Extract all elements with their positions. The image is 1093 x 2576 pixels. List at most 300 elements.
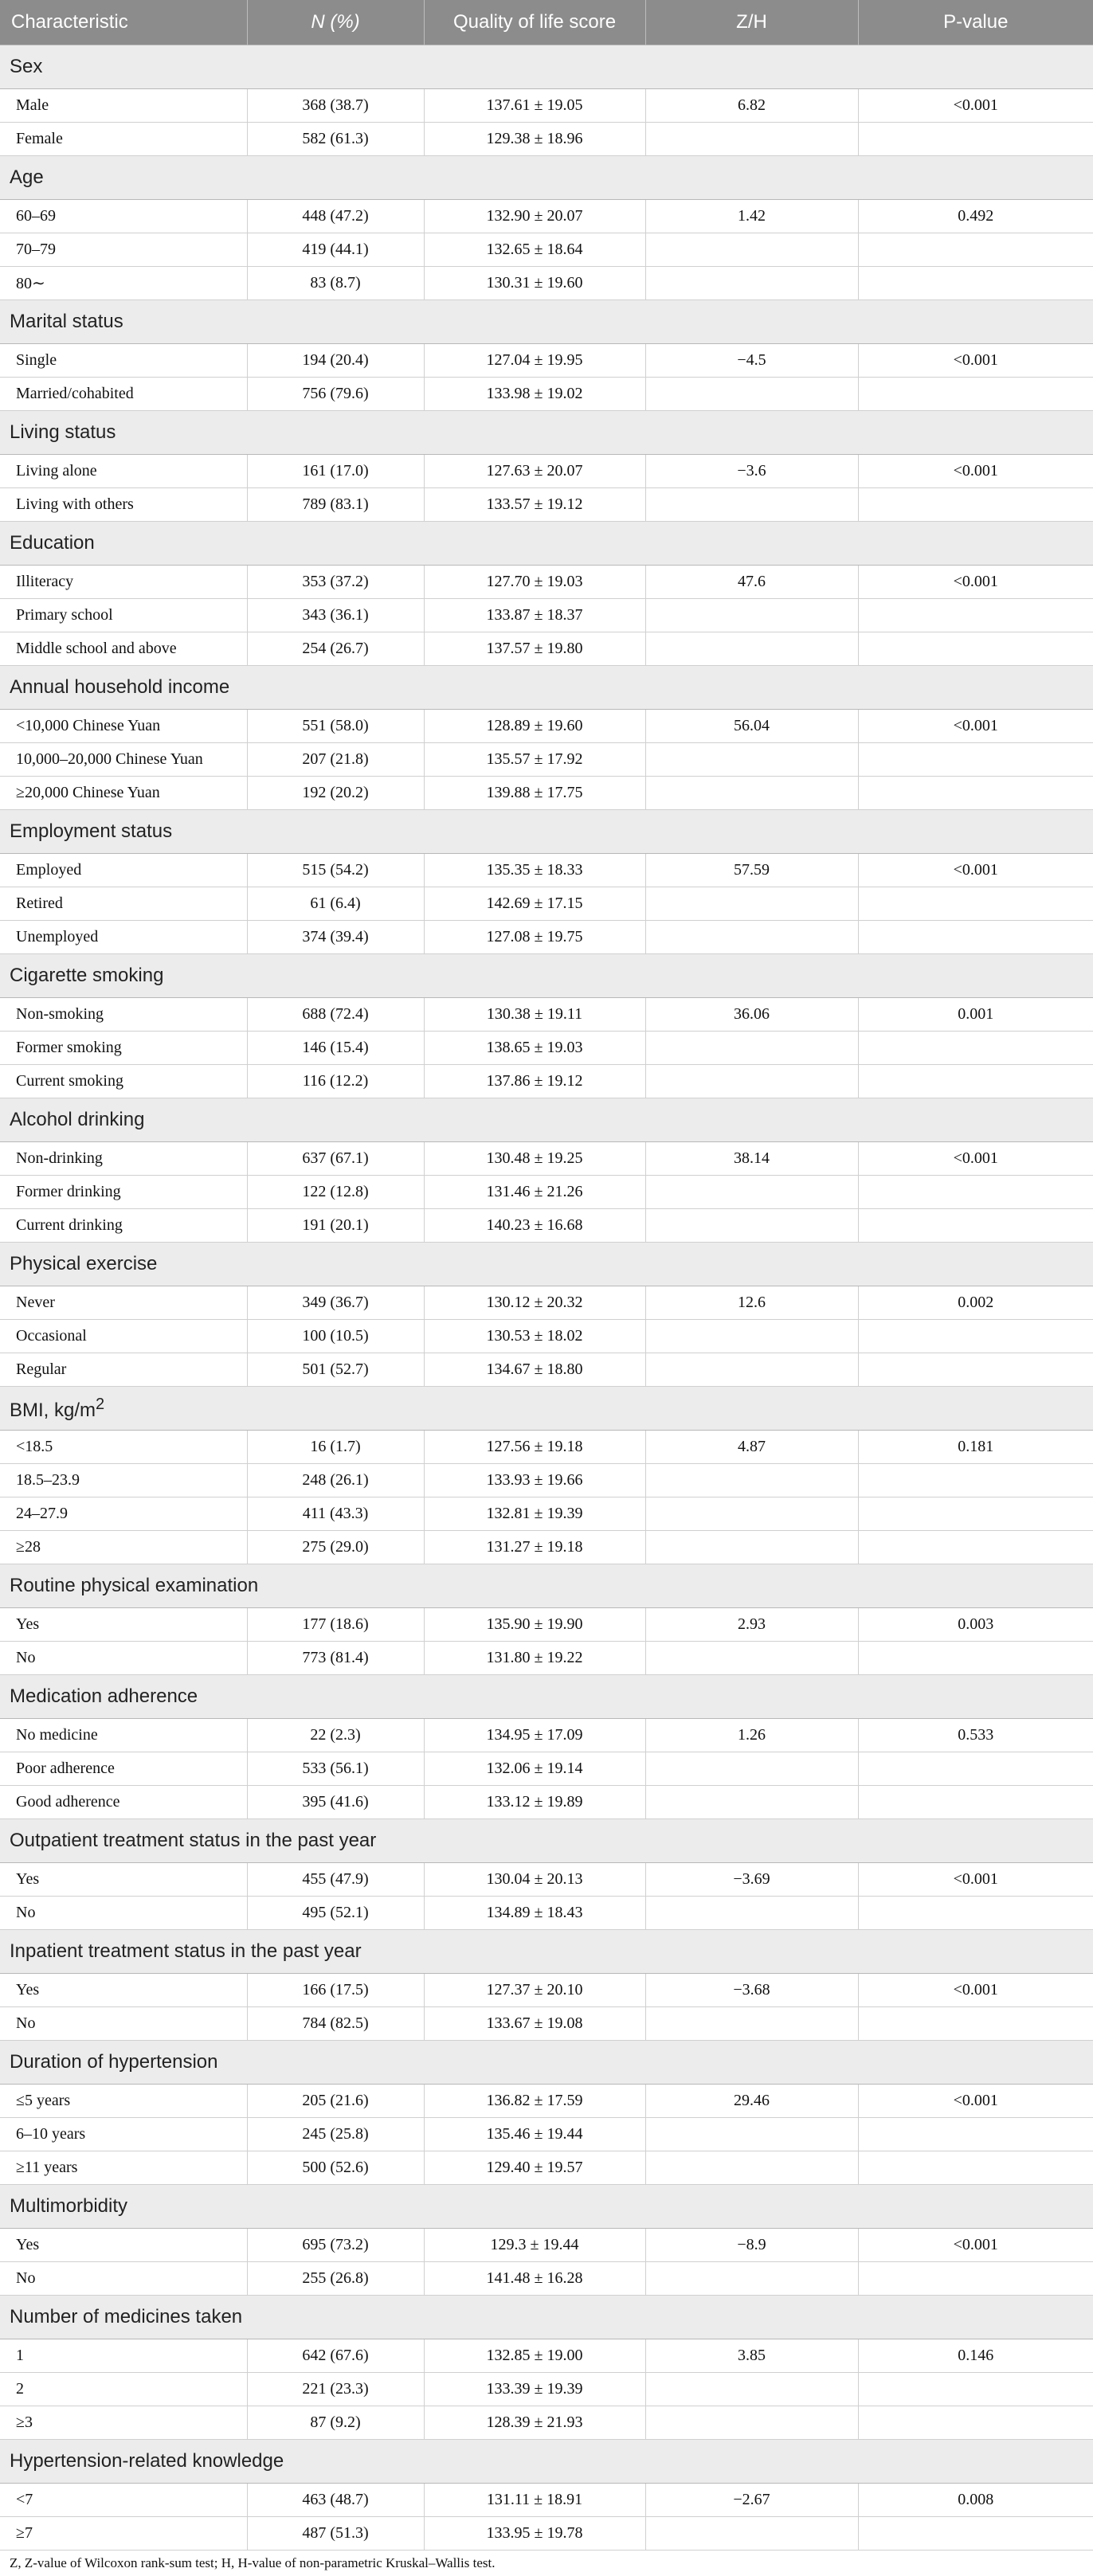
cell-z-h xyxy=(645,2517,858,2551)
cell-qol-score: 135.57 ± 17.92 xyxy=(424,743,645,777)
group-title xyxy=(0,2440,1093,2484)
cell-n-percent: 275 (29.0) xyxy=(247,1531,424,1564)
cell-label: Poor adherence xyxy=(0,1752,247,1786)
cell-z-h xyxy=(645,1065,858,1098)
cell-n-percent: 582 (61.3) xyxy=(247,123,424,156)
table-row xyxy=(0,921,1093,954)
cell-label: ≥28 xyxy=(0,1531,247,1564)
cell-label: Non-drinking xyxy=(0,1142,247,1176)
cell-n-percent: 349 (36.7) xyxy=(247,1286,424,1320)
cell-n-percent: 248 (26.1) xyxy=(247,1464,424,1497)
cell-z-h xyxy=(645,2373,858,2406)
cell-p-value xyxy=(858,1176,1093,1209)
cell-p-value xyxy=(858,2007,1093,2041)
group-title xyxy=(0,1564,1093,1608)
cell-label: Living alone xyxy=(0,455,247,488)
cell-p-value: <0.001 xyxy=(858,1863,1093,1897)
cell-z-h xyxy=(645,632,858,666)
group-row xyxy=(0,2041,1093,2085)
cell-p-value: <0.001 xyxy=(858,455,1093,488)
cell-label: Employed xyxy=(0,854,247,887)
cell-label: Male xyxy=(0,89,247,123)
cell-n-percent: 116 (12.2) xyxy=(247,1065,424,1098)
table-row xyxy=(0,123,1093,156)
table-row xyxy=(0,2406,1093,2440)
cell-p-value: 0.001 xyxy=(858,998,1093,1032)
table-row xyxy=(0,777,1093,810)
cell-qol-score: 130.31 ± 19.60 xyxy=(424,267,645,300)
cell-z-h: 6.82 xyxy=(645,89,858,123)
cell-n-percent: 395 (41.6) xyxy=(247,1786,424,1819)
cell-p-value: <0.001 xyxy=(858,1142,1093,1176)
group-name: Medication adherence xyxy=(10,1685,198,1707)
table-row xyxy=(0,998,1093,1032)
group-name: Multimorbidity xyxy=(10,2195,128,2217)
cell-qol-score: 128.89 ± 19.60 xyxy=(424,710,645,743)
cell-z-h: 57.59 xyxy=(645,854,858,887)
cell-n-percent: 419 (44.1) xyxy=(247,233,424,267)
group-name: Annual household income xyxy=(10,676,230,698)
table-row xyxy=(0,2373,1093,2406)
group-name: Cigarette smoking xyxy=(10,965,164,986)
cell-z-h xyxy=(645,267,858,300)
table-row xyxy=(0,2118,1093,2151)
group-name: Hypertension-related knowledge xyxy=(10,2450,284,2472)
table-row xyxy=(0,1176,1093,1209)
cell-p-value xyxy=(858,267,1093,300)
group-row xyxy=(0,45,1093,89)
cell-z-h: −8.9 xyxy=(645,2229,858,2262)
cell-qol-score: 127.70 ± 19.03 xyxy=(424,566,645,599)
cell-qol-score: 139.88 ± 17.75 xyxy=(424,777,645,810)
cell-qol-score: 138.65 ± 19.03 xyxy=(424,1032,645,1065)
cell-n-percent: 756 (79.6) xyxy=(247,378,424,411)
cell-n-percent: 83 (8.7) xyxy=(247,267,424,300)
group-row xyxy=(0,2185,1093,2229)
cell-label: 24–27.9 xyxy=(0,1497,247,1531)
cell-qol-score: 134.67 ± 18.80 xyxy=(424,1353,645,1387)
cell-qol-score: 133.87 ± 18.37 xyxy=(424,599,645,632)
cell-z-h xyxy=(645,488,858,522)
cell-n-percent: 191 (20.1) xyxy=(247,1209,424,1243)
cell-label: Former drinking xyxy=(0,1176,247,1209)
table-row xyxy=(0,854,1093,887)
cell-qol-score: 133.93 ± 19.66 xyxy=(424,1464,645,1497)
cell-p-value xyxy=(858,378,1093,411)
cell-n-percent: 374 (39.4) xyxy=(247,921,424,954)
group-title xyxy=(0,156,1093,200)
cell-z-h: −3.68 xyxy=(645,1974,858,2007)
group-title xyxy=(0,1098,1093,1142)
group-name: Marital status xyxy=(10,311,123,332)
table-row xyxy=(0,1897,1093,1930)
cell-label: Yes xyxy=(0,1863,247,1897)
cell-qol-score: 133.39 ± 19.39 xyxy=(424,2373,645,2406)
cell-z-h xyxy=(645,233,858,267)
cell-z-h: −3.6 xyxy=(645,455,858,488)
table-row xyxy=(0,378,1093,411)
cell-p-value: <0.001 xyxy=(858,710,1093,743)
cell-n-percent: 100 (10.5) xyxy=(247,1320,424,1353)
cell-label: ≤5 years xyxy=(0,2085,247,2118)
cell-label: Yes xyxy=(0,1974,247,2007)
cell-n-percent: 194 (20.4) xyxy=(247,344,424,378)
cell-label: 1 xyxy=(0,2339,247,2373)
table-row xyxy=(0,1286,1093,1320)
cell-n-percent: 245 (25.8) xyxy=(247,2118,424,2151)
table-row xyxy=(0,267,1093,300)
table-row xyxy=(0,1608,1093,1642)
cell-p-value xyxy=(858,743,1093,777)
group-row xyxy=(0,1387,1093,1431)
cell-qol-score: 132.85 ± 19.00 xyxy=(424,2339,645,2373)
table-row xyxy=(0,1032,1093,1065)
table-row xyxy=(0,1065,1093,1098)
cell-n-percent: 642 (67.6) xyxy=(247,2339,424,2373)
group-name: Education xyxy=(10,532,95,554)
header-characteristic: Characteristic xyxy=(0,0,247,45)
cell-p-value: 0.008 xyxy=(858,2484,1093,2517)
cell-n-percent: 551 (58.0) xyxy=(247,710,424,743)
header-row xyxy=(0,0,1093,45)
cell-p-value: <0.001 xyxy=(858,344,1093,378)
cell-n-percent: 207 (21.8) xyxy=(247,743,424,777)
cell-n-percent: 448 (47.2) xyxy=(247,200,424,233)
table-row xyxy=(0,632,1093,666)
cell-label: ≥20,000 Chinese Yuan xyxy=(0,777,247,810)
group-title xyxy=(0,1243,1093,1286)
cell-qol-score: 127.56 ± 19.18 xyxy=(424,1431,645,1464)
group-name: BMI, kg/m xyxy=(10,1399,96,1421)
cell-qol-score: 131.46 ± 21.26 xyxy=(424,1176,645,1209)
cell-qol-score: 142.69 ± 17.15 xyxy=(424,887,645,921)
table-row xyxy=(0,2151,1093,2185)
cell-n-percent: 87 (9.2) xyxy=(247,2406,424,2440)
cell-qol-score: 136.82 ± 17.59 xyxy=(424,2085,645,2118)
cell-n-percent: 773 (81.4) xyxy=(247,1642,424,1675)
table-row xyxy=(0,887,1093,921)
cell-label: No xyxy=(0,1642,247,1675)
cell-p-value xyxy=(858,2262,1093,2296)
group-row xyxy=(0,2440,1093,2484)
cell-p-value xyxy=(858,1642,1093,1675)
cell-p-value xyxy=(858,2406,1093,2440)
cell-label: Regular xyxy=(0,1353,247,1387)
cell-label: Yes xyxy=(0,2229,247,2262)
cell-n-percent: 463 (48.7) xyxy=(247,2484,424,2517)
cell-label: Illiteracy xyxy=(0,566,247,599)
cell-label: 80∼ xyxy=(0,267,247,300)
cell-qol-score: 132.06 ± 19.14 xyxy=(424,1752,645,1786)
cell-qol-score: 132.90 ± 20.07 xyxy=(424,200,645,233)
group-title xyxy=(0,2296,1093,2339)
cell-n-percent: 501 (52.7) xyxy=(247,1353,424,1387)
group-title xyxy=(0,1819,1093,1863)
cell-p-value: 0.146 xyxy=(858,2339,1093,2373)
cell-z-h xyxy=(645,1531,858,1564)
group-row xyxy=(0,1243,1093,1286)
cell-qol-score: 130.38 ± 19.11 xyxy=(424,998,645,1032)
table-row xyxy=(0,1786,1093,1819)
cell-z-h xyxy=(645,743,858,777)
header-qol-score: Quality of life score xyxy=(424,0,645,45)
cell-qol-score: 133.98 ± 19.02 xyxy=(424,378,645,411)
cell-label: No xyxy=(0,2007,247,2041)
cell-label: ≥7 xyxy=(0,2517,247,2551)
header-p-value: P-value xyxy=(858,0,1093,45)
group-row xyxy=(0,810,1093,854)
cell-qol-score: 133.95 ± 19.78 xyxy=(424,2517,645,2551)
cell-p-value: 0.533 xyxy=(858,1719,1093,1752)
table-row xyxy=(0,566,1093,599)
cell-qol-score: 130.48 ± 19.25 xyxy=(424,1142,645,1176)
cell-p-value xyxy=(858,488,1093,522)
table-row xyxy=(0,233,1093,267)
cell-p-value xyxy=(858,2373,1093,2406)
group-title xyxy=(0,666,1093,710)
group-name: Alcohol drinking xyxy=(10,1109,145,1130)
table-body xyxy=(0,45,1093,2551)
group-name: Routine physical examination xyxy=(10,1575,259,1596)
cell-label: 2 xyxy=(0,2373,247,2406)
cell-n-percent: 205 (21.6) xyxy=(247,2085,424,2118)
cell-label: 18.5–23.9 xyxy=(0,1464,247,1497)
table-row xyxy=(0,2484,1093,2517)
table-row xyxy=(0,599,1093,632)
group-row xyxy=(0,522,1093,566)
cell-qol-score: 127.37 ± 20.10 xyxy=(424,1974,645,2007)
cell-z-h xyxy=(645,1032,858,1065)
cell-label: Female xyxy=(0,123,247,156)
group-title xyxy=(0,1387,1093,1431)
cell-n-percent: 254 (26.7) xyxy=(247,632,424,666)
cell-label: Non-smoking xyxy=(0,998,247,1032)
cell-qol-score: 127.08 ± 19.75 xyxy=(424,921,645,954)
cell-label: Occasional xyxy=(0,1320,247,1353)
cell-p-value: <0.001 xyxy=(858,854,1093,887)
group-name: Employment status xyxy=(10,820,173,842)
group-title xyxy=(0,2185,1093,2229)
table-row xyxy=(0,2007,1093,2041)
cell-label: Retired xyxy=(0,887,247,921)
cell-qol-score: 135.35 ± 18.33 xyxy=(424,854,645,887)
cell-qol-score: 135.90 ± 19.90 xyxy=(424,1608,645,1642)
cell-label: ≥11 years xyxy=(0,2151,247,2185)
cell-z-h xyxy=(645,2406,858,2440)
table-row xyxy=(0,1209,1093,1243)
cell-qol-score: 133.67 ± 19.08 xyxy=(424,2007,645,2041)
cell-label: Primary school xyxy=(0,599,247,632)
cell-p-value xyxy=(858,1032,1093,1065)
table-row xyxy=(0,2339,1093,2373)
group-row xyxy=(0,666,1093,710)
cell-qol-score: 129.3 ± 19.44 xyxy=(424,2229,645,2262)
cell-p-value xyxy=(858,233,1093,267)
table-footnote: Z, Z-value of Wilcoxon rank-sum test; H, H-value of non-parametric Kruskal–Wallis test. xyxy=(10,2555,496,2570)
cell-n-percent: 515 (54.2) xyxy=(247,854,424,887)
cell-p-value xyxy=(858,1752,1093,1786)
table-row xyxy=(0,89,1093,123)
cell-qol-score: 134.89 ± 18.43 xyxy=(424,1897,645,1930)
group-title xyxy=(0,2041,1093,2085)
cell-label: <7 xyxy=(0,2484,247,2517)
cell-label: Good adherence xyxy=(0,1786,247,1819)
cell-label: No xyxy=(0,2262,247,2296)
cell-p-value: 0.003 xyxy=(858,1608,1093,1642)
cell-qol-score: 131.80 ± 19.22 xyxy=(424,1642,645,1675)
cell-z-h xyxy=(645,1642,858,1675)
cell-p-value xyxy=(858,2517,1093,2551)
group-title xyxy=(0,522,1093,566)
cell-p-value xyxy=(858,1531,1093,1564)
cell-z-h xyxy=(645,1752,858,1786)
cell-n-percent: 146 (15.4) xyxy=(247,1032,424,1065)
cell-n-percent: 789 (83.1) xyxy=(247,488,424,522)
header-n-percent: N (%) xyxy=(247,0,424,45)
group-name-superscript: 2 xyxy=(96,1395,105,1413)
cell-z-h xyxy=(645,1786,858,1819)
cell-p-value xyxy=(858,1497,1093,1531)
cell-p-value xyxy=(858,1353,1093,1387)
cell-z-h xyxy=(645,1497,858,1531)
cell-qol-score: 132.65 ± 18.64 xyxy=(424,233,645,267)
cell-label: 6–10 years xyxy=(0,2118,247,2151)
cell-qol-score: 130.53 ± 18.02 xyxy=(424,1320,645,1353)
cell-z-h: 3.85 xyxy=(645,2339,858,2373)
cell-qol-score: 137.61 ± 19.05 xyxy=(424,89,645,123)
table-row xyxy=(0,1320,1093,1353)
cell-label: Current smoking xyxy=(0,1065,247,1098)
cell-z-h xyxy=(645,2151,858,2185)
table-row xyxy=(0,1431,1093,1464)
group-name: Inpatient treatment status in the past year xyxy=(10,1940,362,1962)
cell-z-h xyxy=(645,1353,858,1387)
cell-label: Middle school and above xyxy=(0,632,247,666)
group-name: Sex xyxy=(10,56,43,77)
cell-z-h xyxy=(645,1209,858,1243)
cell-n-percent: 487 (51.3) xyxy=(247,2517,424,2551)
cell-p-value: 0.492 xyxy=(858,200,1093,233)
cell-p-value xyxy=(858,1464,1093,1497)
cell-z-h: 29.46 xyxy=(645,2085,858,2118)
group-row xyxy=(0,1564,1093,1608)
cell-z-h xyxy=(645,1320,858,1353)
cell-label: ≥3 xyxy=(0,2406,247,2440)
cell-label: <10,000 Chinese Yuan xyxy=(0,710,247,743)
cell-p-value xyxy=(858,2118,1093,2151)
group-name: Living status xyxy=(10,421,116,443)
cell-z-h: 1.26 xyxy=(645,1719,858,1752)
cell-z-h: 4.87 xyxy=(645,1431,858,1464)
cell-z-h: 12.6 xyxy=(645,1286,858,1320)
cell-qol-score: 140.23 ± 16.68 xyxy=(424,1209,645,1243)
table-row xyxy=(0,2229,1093,2262)
cell-p-value: <0.001 xyxy=(858,89,1093,123)
table-row xyxy=(0,1752,1093,1786)
group-row xyxy=(0,411,1093,455)
cell-n-percent: 495 (52.1) xyxy=(247,1897,424,1930)
cell-n-percent: 695 (73.2) xyxy=(247,2229,424,2262)
cell-qol-score: 131.27 ± 19.18 xyxy=(424,1531,645,1564)
cell-p-value xyxy=(858,1786,1093,1819)
cell-p-value xyxy=(858,2151,1093,2185)
table-row xyxy=(0,1353,1093,1387)
header-z-h: Z/H xyxy=(645,0,858,45)
table-row xyxy=(0,488,1093,522)
cell-n-percent: 637 (67.1) xyxy=(247,1142,424,1176)
table-row xyxy=(0,1497,1093,1531)
table-row xyxy=(0,1531,1093,1564)
group-title xyxy=(0,1930,1093,1974)
cell-p-value xyxy=(858,921,1093,954)
cell-label: 70–79 xyxy=(0,233,247,267)
cell-label: Living with others xyxy=(0,488,247,522)
table-row xyxy=(0,200,1093,233)
cell-z-h xyxy=(645,123,858,156)
cell-label: Unemployed xyxy=(0,921,247,954)
cell-qol-score: 129.40 ± 19.57 xyxy=(424,2151,645,2185)
cell-p-value xyxy=(858,632,1093,666)
table-row xyxy=(0,2262,1093,2296)
cell-z-h: 1.42 xyxy=(645,200,858,233)
cell-p-value: <0.001 xyxy=(858,566,1093,599)
cell-label: Married/cohabited xyxy=(0,378,247,411)
cell-n-percent: 161 (17.0) xyxy=(247,455,424,488)
cell-n-percent: 16 (1.7) xyxy=(247,1431,424,1464)
group-title xyxy=(0,954,1093,998)
cell-label: Former smoking xyxy=(0,1032,247,1065)
table-row xyxy=(0,455,1093,488)
cell-n-percent: 177 (18.6) xyxy=(247,1608,424,1642)
cell-n-percent: 500 (52.6) xyxy=(247,2151,424,2185)
cell-label: Current drinking xyxy=(0,1209,247,1243)
cell-z-h xyxy=(645,921,858,954)
group-title xyxy=(0,411,1093,455)
cell-p-value xyxy=(858,777,1093,810)
cell-qol-score: 131.11 ± 18.91 xyxy=(424,2484,645,2517)
cell-n-percent: 255 (26.8) xyxy=(247,2262,424,2296)
cell-z-h: 47.6 xyxy=(645,566,858,599)
cell-n-percent: 122 (12.8) xyxy=(247,1176,424,1209)
cell-n-percent: 221 (23.3) xyxy=(247,2373,424,2406)
cell-p-value: 0.002 xyxy=(858,1286,1093,1320)
cell-p-value xyxy=(858,1065,1093,1098)
cell-z-h xyxy=(645,599,858,632)
cell-n-percent: 784 (82.5) xyxy=(247,2007,424,2041)
cell-n-percent: 411 (43.3) xyxy=(247,1497,424,1531)
cell-z-h: 36.06 xyxy=(645,998,858,1032)
cell-z-h: −4.5 xyxy=(645,344,858,378)
group-row xyxy=(0,1675,1093,1719)
table-row xyxy=(0,1719,1093,1752)
group-name: Age xyxy=(10,166,44,188)
cell-label: <18.5 xyxy=(0,1431,247,1464)
group-row xyxy=(0,300,1093,344)
cell-z-h: −3.69 xyxy=(645,1863,858,1897)
group-name: Number of medicines taken xyxy=(10,2306,243,2327)
cell-z-h: 38.14 xyxy=(645,1142,858,1176)
table-row xyxy=(0,2517,1093,2551)
cell-label: Single xyxy=(0,344,247,378)
cell-n-percent: 343 (36.1) xyxy=(247,599,424,632)
cell-n-percent: 353 (37.2) xyxy=(247,566,424,599)
cell-label: No xyxy=(0,1897,247,1930)
group-row xyxy=(0,954,1093,998)
cell-z-h xyxy=(645,777,858,810)
cell-z-h xyxy=(645,1897,858,1930)
cell-qol-score: 137.57 ± 19.80 xyxy=(424,632,645,666)
cell-p-value: <0.001 xyxy=(858,2229,1093,2262)
